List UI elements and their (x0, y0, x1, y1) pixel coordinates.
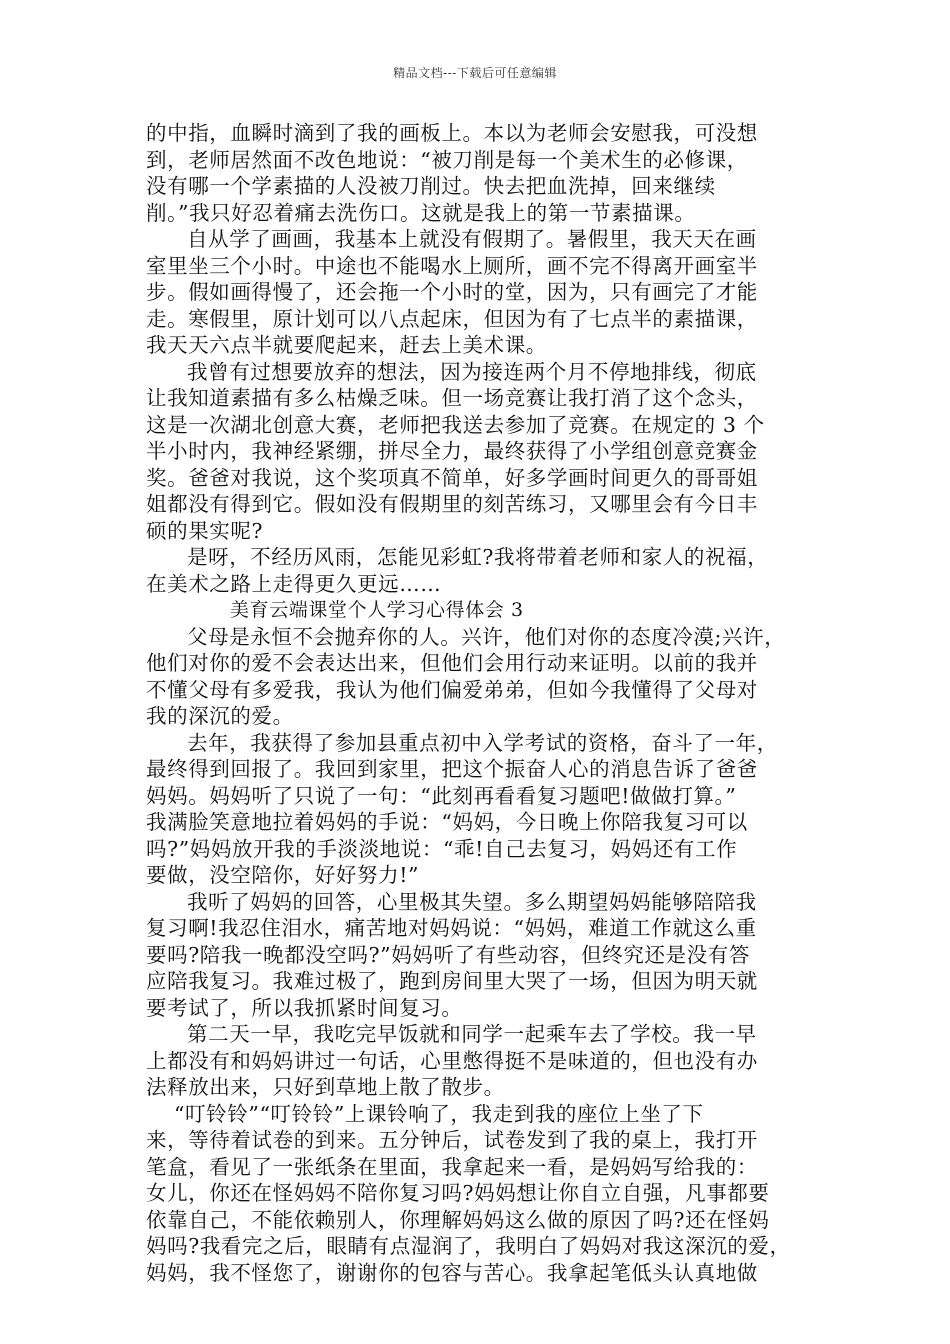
text-line: 复习啊!我忍住泪水，痛苦地对妈妈说：“妈妈，难道工作就这么重 (146, 916, 757, 940)
text-line: 要吗?陪我一晚都没空吗?”妈妈听了有些动容，但终究还是没有答 (146, 942, 750, 967)
text-line: 妈妈。妈妈听了只说了一句：“此刻再看看复习题吧!做做打算。” (146, 783, 737, 808)
text-line: 不懂父母有多爱我，我认为他们偏爱弟弟，但如今我懂得了父母对 (146, 677, 758, 702)
document-body (146, 120, 810, 1286)
text-line: 没有哪一个学素描的人没被刀削过。快去把血洗掉，回来继续 (146, 174, 716, 198)
page-header: 精品文档---下载后可任意编辑 (393, 66, 557, 80)
paragraph-start-line: 自从学了画画，我基本上就没有假期了。暑假里，我天天在画 (187, 227, 757, 251)
section-title: 美育云端课堂个人学习心得体会 3 (230, 599, 524, 621)
text-line: 硕的果实呢? (146, 518, 264, 543)
text-line: 我天天六点半就要爬起来，赶去上美术课。 (146, 333, 547, 357)
text-line: 要考试了，所以我抓紧时间复习。 (146, 995, 463, 1020)
text-line: 应陪我复习。我难过极了，跑到房间里大哭了一场，但因为明天就 (146, 969, 758, 993)
text-line: 在美术之路上走得更久更远…… (146, 571, 442, 596)
text-line: 妈妈，我不怪您了，谢谢你的包容与苦心。我拿起笔低头认真地做 (146, 1260, 758, 1285)
text-line: 依靠自己，不能依赖别人，你理解妈妈这么做的原因了吗?还在怪妈 (146, 1207, 770, 1232)
text-line: 削。”我只好忍着痛去洗伤口。这就是我上的第一节素描课。 (146, 200, 696, 225)
text-line: 上都没有和妈妈讲过一句话，心里憋得挺不是味道的，但也没有办 (146, 1048, 758, 1073)
text-line: 的中指，血瞬时滴到了我的画板上。本以为老师会安慰我，可没想 (146, 121, 758, 145)
text-line: 吗?”妈妈放开我的手淡淡地说：“乖!自己去复习，妈妈还有工作 (146, 836, 738, 861)
text-line: 步。假如画得慢了，还会拖一个小时的堂，因为，只有画完了才能 (146, 280, 758, 304)
text-line: 笔盒，看见了一张纸条在里面，我拿起来一看，是妈妈写给我的： (146, 1154, 758, 1179)
text-line: 室里坐三个小时。中途也不能喝水上厕所，画不完不得离开画室半 (146, 253, 758, 278)
paragraph-start-line: 是呀，不经历风雨，怎能见彩虹?我将带着老师和家人的祝福， (187, 545, 769, 569)
paragraph-start-line: “叮铃铃”“叮铃铃”上课铃响了，我走到我的座位上坐了下 (174, 1101, 704, 1126)
text-line: 他们对你的爱不会表达出来，但他们会用行动来证明。以前的我并 (146, 651, 758, 675)
text-line: 最终得到回报了。我回到家里，把这个振奋人心的消息告诉了爸爸 (146, 757, 758, 781)
text-line: 妈吗?我看完之后，眼睛有点湿润了，我明白了妈妈对我这深沉的爱， (146, 1234, 791, 1258)
paragraph-start-line: 我听了妈妈的回答，心里极其失望。多么期望妈妈能够陪陪我 (187, 889, 757, 914)
text-line: 法释放出来，只好到草地上散了散步。 (146, 1075, 505, 1099)
text-line: 我的深沉的爱。 (146, 704, 294, 728)
paragraph-start-line: 我曾有过想要放弃的想法，因为接连两个月不停地排线，彻底 (187, 359, 757, 384)
text-line: 我满脸笑意地拉着妈妈的手说：“妈妈，今日晚上你陪我复习可以 (146, 810, 748, 834)
text-line: 来，等待着试卷的到来。五分钟后，试卷发到了我的桌上，我打开 (146, 1128, 758, 1152)
text-line: 半小时内，我神经紧绷，拼尽全力，最终获得了小学组创意竞赛金 (146, 439, 758, 463)
text-line: 奖。爸爸对我说，这个奖项真不简单，好多学画时间更久的哥哥姐 (146, 465, 758, 490)
paragraph-start-line: 第二天一早，我吃完早饭就和同学一起乘车去了学校。我一早 (187, 1022, 757, 1046)
text-line: 女儿，你还在怪妈妈不陪你复习吗?妈妈想让你自立自强，凡事都要 (146, 1181, 770, 1205)
text-line: 要做，没空陪你，好好努力!” (146, 863, 420, 887)
text-line: 让我知道素描有多么枯燥乏味。但一场竞赛让我打消了这个念头， (146, 386, 758, 410)
text-line: 到，老师居然面不改色地说：“被刀削是每一个美术生的必修课， (146, 147, 748, 172)
text-line: 姐都没有得到它。假如没有假期里的刻苦练习，又哪里会有今日丰 (146, 492, 758, 516)
paragraph-start-line: 父母是永恒不会抛弃你的人。兴许，他们对你的态度冷漠;兴许， (187, 624, 786, 649)
paragraph-start-line: 去年，我获得了参加县重点初中入学考试的资格，奋斗了一年， (187, 730, 778, 755)
text-line: 走。寒假里，原计划可以八点起床，但因为有了七点半的素描课， (146, 306, 758, 331)
text-line: 这是一次湖北创意大赛，老师把我送去参加了竞赛。在规定的 3 个 (146, 412, 765, 437)
